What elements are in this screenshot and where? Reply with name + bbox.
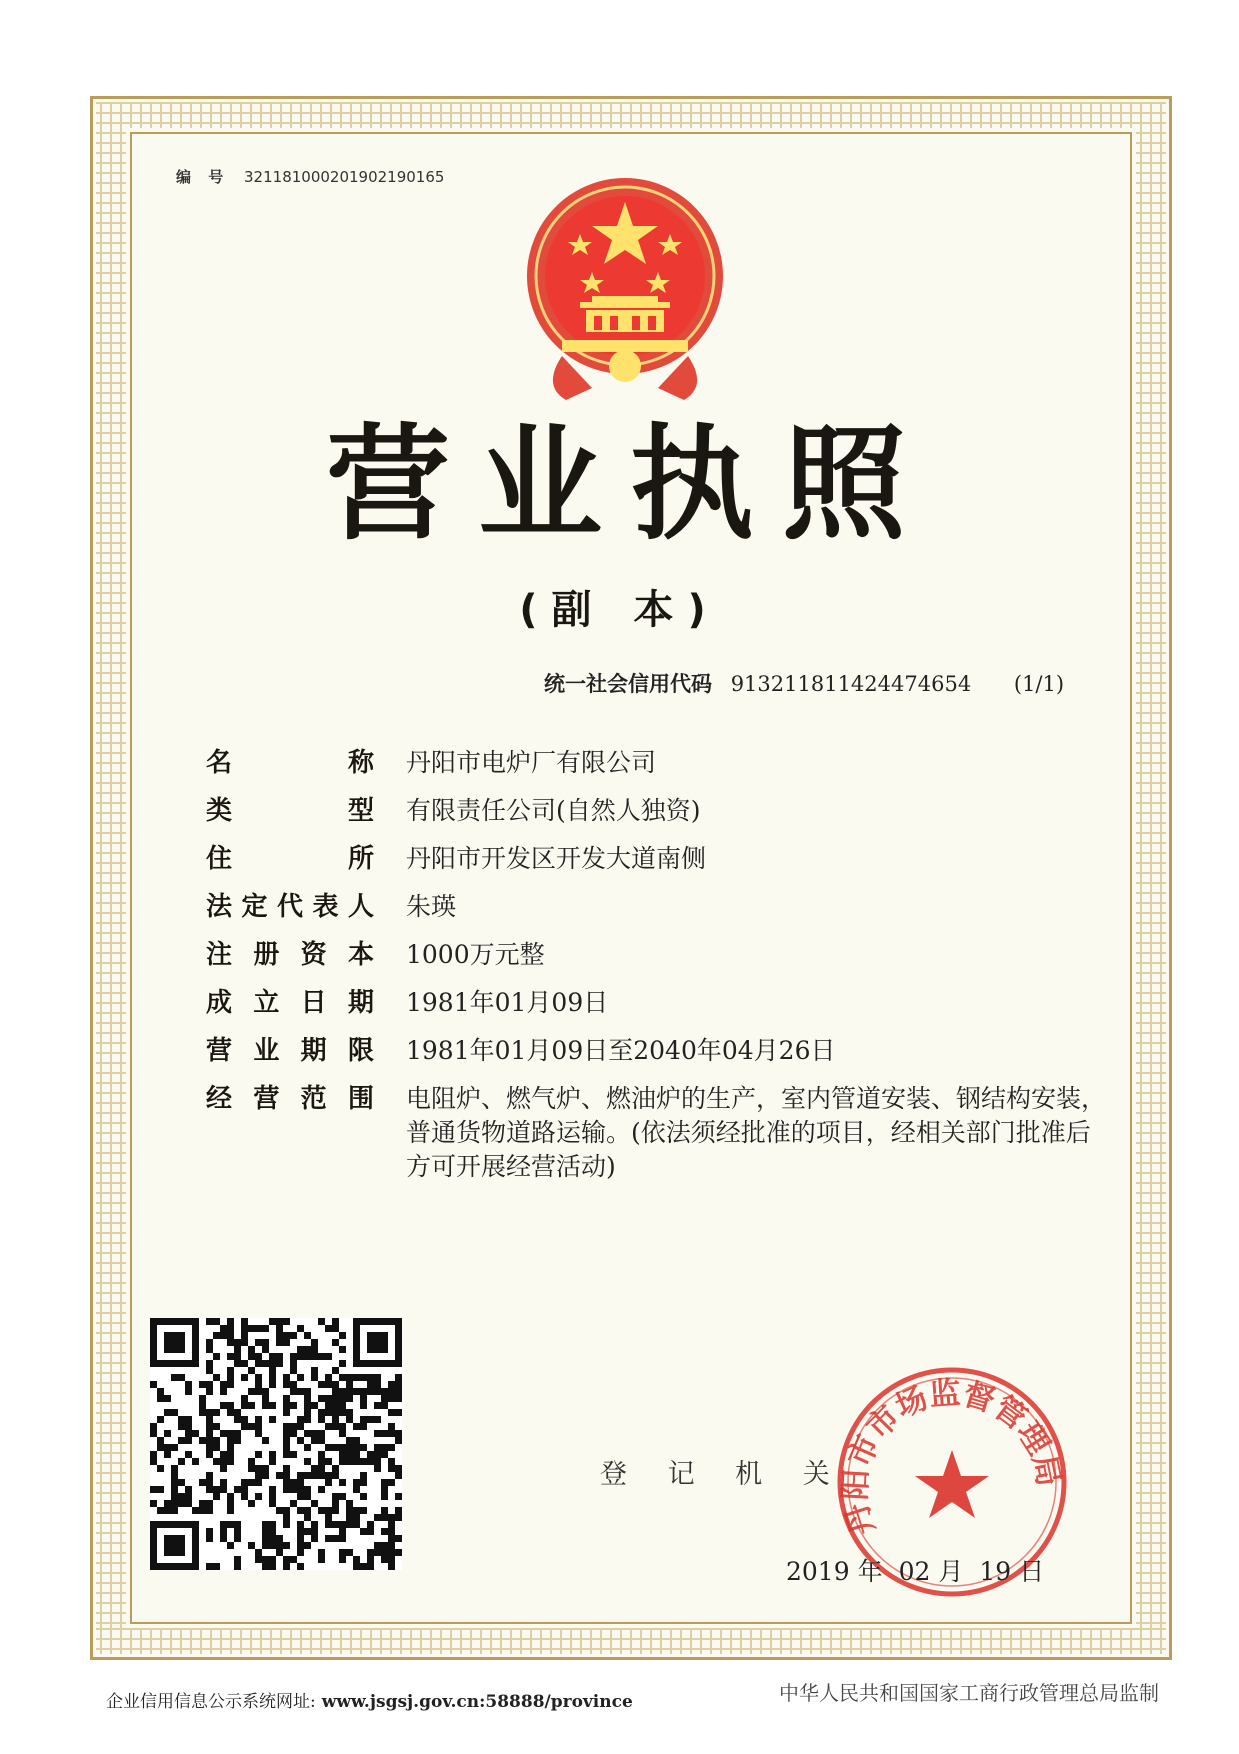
field-value: 电阻炉、燃气炉、燃油炉的生产，室内管道安装、钢结构安装，普通货物道路运输。(依法须经批准的项目，经相关部门批准后方可开展经营活动) [406, 1084, 1107, 1181]
page-count: (1/1) [1013, 672, 1065, 696]
footer-website-label: 企业信用信息公示系统网址: [106, 1692, 316, 1712]
serial-value: 32118100020190219016​5 [244, 168, 445, 186]
field-label-char: 经 [206, 1084, 233, 1114]
serial-label: 编 号 [176, 168, 230, 186]
credit-code [544, 668, 1064, 698]
field-row [206, 746, 1106, 794]
field-row [206, 986, 1106, 1034]
day-unit: 日 [1019, 1557, 1045, 1586]
field-value: 有限责任公司(自然人独资) [406, 796, 701, 825]
footer-supervisor: 中华人民共和国国家工商行政管理总局监制 [779, 1681, 1159, 1705]
field-value: 朱瑛 [406, 892, 457, 921]
issue-month: 02 [898, 1557, 931, 1586]
field-label [206, 746, 374, 780]
field-row [206, 842, 1106, 890]
field-label-char: 期 [347, 988, 374, 1018]
serial-number [176, 166, 444, 187]
field-label-char: 人 [347, 892, 374, 922]
field-label-char: 定 [241, 892, 268, 922]
field-value: 1000万元整 [406, 940, 545, 969]
field-label-char: 范 [300, 1084, 327, 1114]
field-label-char: 所 [347, 844, 374, 874]
footer-website [106, 1687, 633, 1712]
field-label-char: 围 [347, 1084, 374, 1114]
document-subtitle: (副 本) [519, 587, 720, 633]
month-unit: 月 [938, 1557, 964, 1586]
field-label-char: 期 [300, 1036, 327, 1066]
field-row [206, 794, 1106, 842]
field-row [206, 938, 1106, 986]
field-value: 1981年01月09日 [406, 988, 609, 1017]
fields-list [206, 746, 1106, 1184]
field-label-char: 注 [206, 940, 233, 970]
field-label-char: 业 [253, 1036, 280, 1066]
field-value: 丹阳市开发区开发大道南侧 [406, 844, 707, 873]
field-label-char: 代 [276, 892, 303, 922]
field-value: 1981年01月09日至2040年04月26日 [406, 1036, 836, 1065]
field-label-char: 限 [347, 1036, 374, 1066]
issue-year: 2019 [786, 1557, 850, 1586]
field-label [206, 938, 374, 972]
issue-date [786, 1552, 1052, 1588]
qr-code-icon [150, 1318, 402, 1570]
field-row [206, 1082, 1106, 1184]
field-label-char: 本 [347, 940, 374, 970]
field-label [206, 1082, 374, 1116]
field-row [206, 1034, 1106, 1082]
field-label-char: 营 [206, 1036, 233, 1066]
registration-authority-label: 登 记 机 关 [600, 1459, 846, 1490]
field-label-char: 型 [347, 796, 374, 826]
field-label-char: 住 [206, 844, 233, 874]
field-label-char: 资 [300, 940, 327, 970]
field-label-char: 称 [347, 748, 374, 778]
field-label-char: 类 [206, 796, 233, 826]
field-value: 丹阳市电炉厂有限公司 [406, 748, 657, 777]
credit-code-label: 统一社会信用代码 [544, 672, 712, 696]
issue-day: 19 [979, 1557, 1012, 1586]
field-label-char: 立 [253, 988, 280, 1018]
field-label-char: 法 [206, 892, 233, 922]
field-label-char: 日 [300, 988, 327, 1018]
field-label-char: 营 [253, 1084, 280, 1114]
field-label-char: 册 [253, 940, 280, 970]
field-row [206, 890, 1106, 938]
field-label [206, 794, 374, 828]
national-emblem-icon [522, 176, 728, 404]
field-label-char: 名 [206, 748, 233, 778]
year-unit: 年 [857, 1557, 883, 1586]
field-label-char: 表 [312, 892, 339, 922]
field-label [206, 890, 374, 924]
field-label [206, 1034, 374, 1068]
seal-text: 丹阳市市场监督管理局 [837, 1374, 1067, 1540]
document-title: 营业执照 [325, 413, 934, 557]
field-label-char: 成 [206, 988, 233, 1018]
credit-code-value: 913211811424474654 [730, 672, 972, 696]
field-label [206, 986, 374, 1020]
field-label [206, 842, 374, 876]
footer-website-url[interactable]: www.jsgsj.gov.cn:58888/province [321, 1692, 633, 1712]
